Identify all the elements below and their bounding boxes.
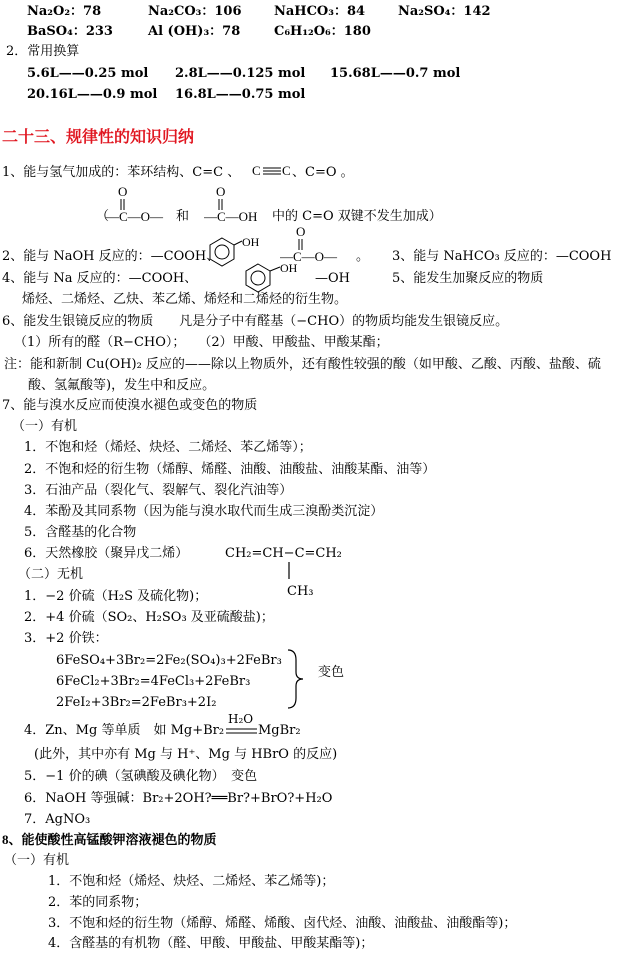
brace [284,648,306,710]
conversion-4: 20.16L——0.9 mol [27,87,158,102]
item-8-organic-1: 1．不饱和烃（烯烃、炔烃、二烯烃、苯乙烯等)； [48,874,335,889]
item-7-organic-3: 3．石油产品（裂化气、裂解气、裂化汽油等） [24,483,293,498]
phenol-structure-2 [240,256,300,296]
item-8-organic: （一）有机 [4,853,70,868]
item-7-organic-6: 6．天然橡胶（聚异戊二烯） [24,546,189,561]
mass-aloh3: Al (OH)₃：78 [148,24,241,39]
item-8-text: 8、能使酸性高锰酸钾溶液褪色的物质 [2,832,217,847]
reaction-equals [225,726,259,736]
phenol-oh: OH [242,235,260,249]
ester-structure [106,184,176,226]
equation-2: 6FeCl₂+3Br₂=4FeCl₃+2FeBr₃ [56,674,251,689]
ester2-carbonyl-o: O [296,224,306,239]
paren-open: （ [96,209,110,224]
carbonyl-note: 中的 C=O 双键不发生加成） [272,209,442,224]
phenol-oh-2: OH [280,261,298,275]
item-6-sub: （1）所有的醛（R−CHO）； （2）甲酸、甲酸盐、甲酸某酯； [14,335,389,350]
item-1-end: 、C=O 。 [292,165,354,180]
item-7-organic-4: 4．苯酚及其同系物（因为能与溴水取代而生成三溴酚类沉淀） [24,504,384,519]
item-7-inorganic-4: 4．Zn、Mg 等单质 如 Mg+Br₂ [24,723,225,738]
item-7-inorganic-6: 6．NaOH 等强碱：Br₂+2OH?══Br?+BrO?+H₂O [24,791,333,806]
mass-glucose: C₆H₁₂O₆：180 [274,24,371,39]
item-6-text: 6、能发生银镜反应的物质 凡是分子中有醛基（−CHO）的物质均能发生银镜反应。 [2,314,509,329]
item-7-organic-2: 2．不饱和烃的衍生物（烯醇、烯醛、油酸、油酸盐、油酸某酯、油等） [24,462,436,477]
item-8-organic-3: 3．不饱和烃的衍生物（烯醇、烯醛、烯酸、卤代烃、油酸、油酸盐、油酸酯等)； [48,916,517,931]
item-2-text: 2、能与 NaOH 反应的：—COOH、 [2,249,220,264]
item-7-inorganic-1: 1．−2 价硫（H₂S 及硫化物)； [24,589,208,604]
conversion-title: 2．常用换算 [6,44,80,59]
item-4-oh: —OH [315,271,350,286]
item-7-inorganic-4-note: (此外，其中亦有 Mg 与 H⁺、Mg 与 HBrO 的反应) [34,747,338,762]
item-7-inorganic: （二）无机 [18,567,84,582]
section-heading: 二十三、规律性的知识归纳 [2,127,195,146]
item-7-organic-5: 5．含醛基的化合物 [24,525,137,540]
conversion-5: 16.8L——0.75 mol [175,87,306,102]
isoprene-bond [286,562,292,580]
equation-1: 6FeSO₄+3Br₂=2Fe₂(SO₄)₃+2FeBr₃ [56,653,282,668]
conversion-1: 5.6L——0.25 mol [27,66,149,81]
isoprene-formula: CH₂=CH−C=CH₂ [225,546,342,561]
mass-nahco3: NaHCO₃：84 [274,4,366,19]
item-7-organic: （一）有机 [12,419,78,434]
alkyne-c-left: C [252,163,261,178]
isoprene-methyl: CH₃ [287,584,314,599]
item-7-inorganic-7: 7．AgNO₃ [24,812,91,827]
item-7-inorganic-3: 3．+2 价铁： [24,631,108,646]
alkyne-c-right: C [282,163,291,178]
item-5-text: 5、能发生加聚反应的物质 [392,271,544,286]
ester-carbonyl-o: O [118,184,128,199]
mgbr2-product: MgBr₂ [258,723,301,738]
item-8-organic-2: 2．苯的同系物； [48,895,148,910]
item-7-organic-1: 1．不饱和烃（烯烃、炔烃、二烯烃、苯乙烯等）； [24,440,312,455]
item-6-note-cont: 酸、氢氟酸等)，发生中和反应。 [28,378,216,393]
mass-na2co3: Na₂CO₃：106 [148,4,242,19]
item-8-organic-4: 4．含醛基的有机物（醛、甲酸、甲酸盐、甲酸某酯等)； [48,936,374,951]
color-change-label: 变色 [318,665,345,680]
item-5-detail: 烯烃、二烯烃、乙炔、苯乙烯、烯烃和二烯烃的衍生物。 [22,292,348,307]
ester2-fragment: —C—O— [280,249,338,264]
acid-fragment: —C—OH [204,209,258,224]
item-7-inorganic-5: 5．−1 价的碘（氢碘酸及碘化物） 变色 [24,769,258,784]
acid-carbonyl-o: O [216,184,226,199]
ester-fragment: —C—O— [106,209,164,224]
mass-na2so4: Na₂SO₄：142 [398,4,491,19]
acid-structure [204,184,274,226]
item-4-text: 4、能与 Na 反应的：—COOH、 [2,271,198,286]
item-1-text: 1、能与氢气加成的：苯环结构、C=C 、 [2,165,241,180]
conversion-2: 2.8L——0.125 mol [175,66,306,81]
equation-3: 2FeI₂+3Br₂=2FeBr₃+2I₂ [56,695,217,710]
item-2-end: 。 [356,249,370,264]
and-word: 和 [176,209,190,224]
item-3-text: 3、能与 NaHCO₃ 反应的：—COOH [392,249,612,264]
water-label: H₂O [228,712,254,726]
item-6-note: 注：能和新制 Cu(OH)₂ 反应的——除以上物质外，还有酸性较强的酸（如甲酸、乙酸、丙酸、盐酸、硫 [4,357,601,372]
mass-baso4: BaSO₄：233 [27,24,113,39]
mass-na2o2: Na₂O₂：78 [27,4,102,19]
alkyne-structure [252,160,297,182]
conversion-3: 15.68L——0.7 mol [330,66,461,81]
item-7-text: 7、能与溴水反应而使溴水褪色或变色的物质 [2,398,258,413]
item-7-inorganic-2: 2．+4 价硫（SO₂、H₂SO₃ 及亚硫酸盐)； [24,610,274,625]
